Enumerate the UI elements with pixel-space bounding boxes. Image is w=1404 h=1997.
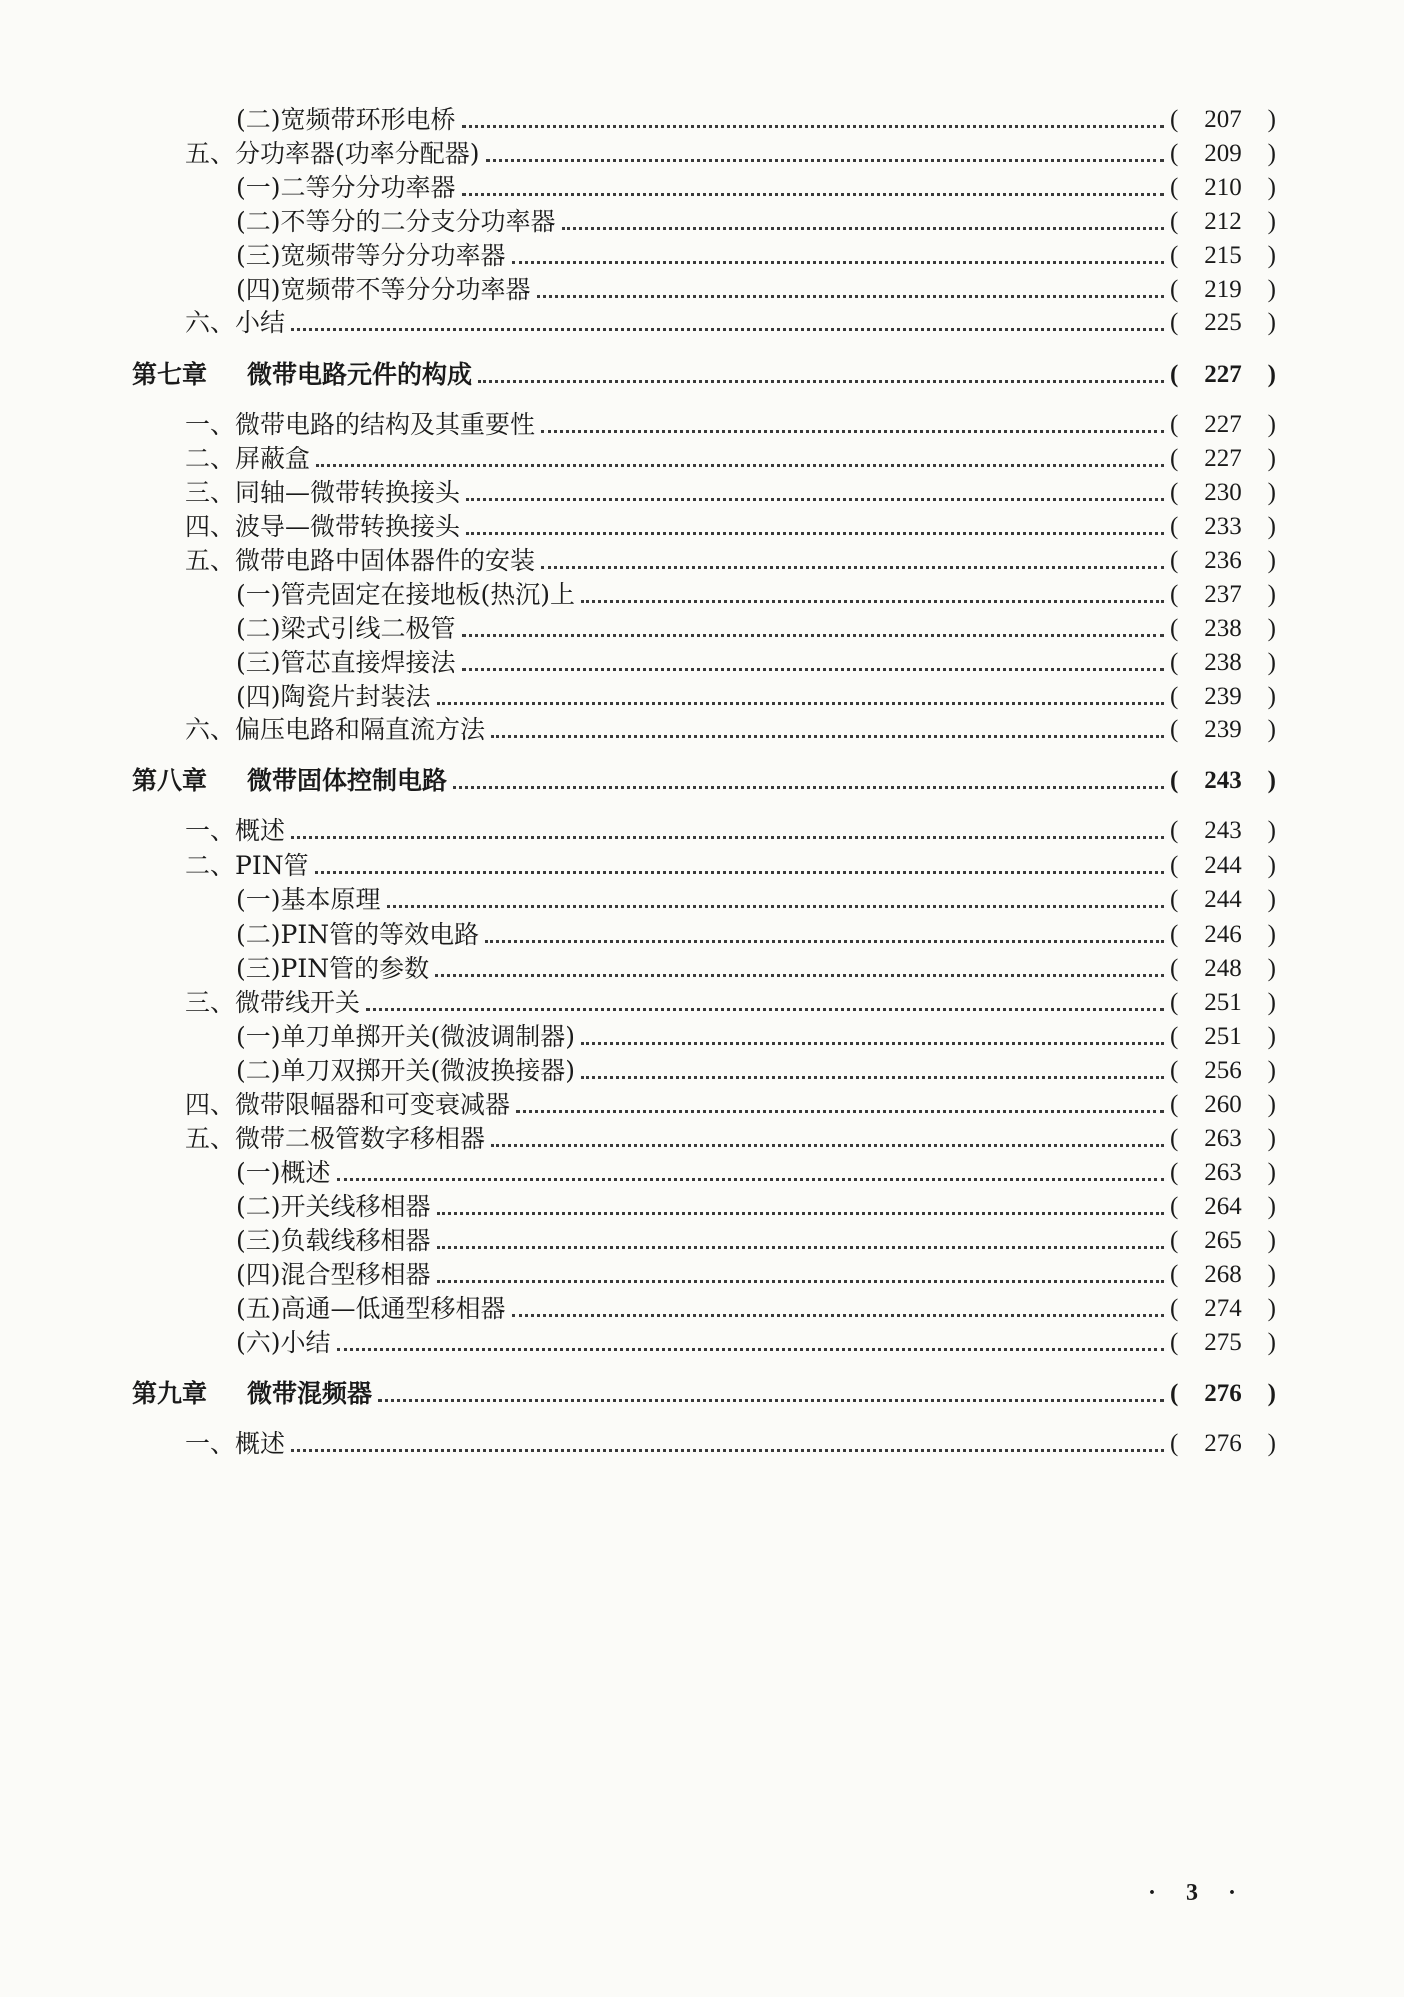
- dot-leader: [337, 1178, 1164, 1181]
- entry-title: 屏蔽盒: [235, 444, 311, 473]
- page-number: · 3 ·: [1148, 1880, 1249, 1906]
- page-ref: ( 256 ): [1170, 1051, 1276, 1091]
- entry-title: 微带固体控制电路: [247, 766, 448, 795]
- dot-leader: [435, 974, 1164, 977]
- entry-page-number: 251: [1204, 989, 1242, 1016]
- entry-page-number: 246: [1204, 921, 1242, 948]
- entry-title: 微带二极管数字移相器: [235, 1124, 486, 1153]
- page-ref: ( 227 ): [1170, 439, 1276, 479]
- page-ref: ( 275 ): [1170, 1323, 1276, 1363]
- page-ref: ( 212 ): [1170, 202, 1276, 242]
- dot-leader: [466, 498, 1164, 501]
- dot-leader: [337, 1348, 1164, 1351]
- entry-page-number: 212: [1204, 208, 1242, 235]
- page-ref: ( 263 ): [1170, 1153, 1276, 1193]
- dot-leader: [437, 702, 1164, 705]
- entry-page-number: 219: [1204, 276, 1242, 303]
- page-ref: ( 227 ): [1170, 405, 1276, 445]
- entry-page-number: 263: [1204, 1159, 1242, 1186]
- page-ref: ( 264 ): [1170, 1187, 1276, 1227]
- dot-leader: [512, 261, 1164, 264]
- entry-title: 小结: [235, 308, 286, 337]
- entry-title: (二)单刀双掷开关(微波换接器): [236, 1056, 576, 1085]
- dot-leader: [387, 905, 1164, 908]
- dot-leader: [541, 430, 1164, 433]
- entry-page-number: 215: [1204, 242, 1242, 269]
- entry-title: (四)陶瓷片封装法: [236, 682, 431, 711]
- section-number: 三、: [185, 478, 236, 507]
- toc-section-entry: [185, 811, 1276, 851]
- entry-page-number: 230: [1204, 479, 1242, 506]
- dot-leader: [562, 227, 1164, 230]
- dot-leader: [291, 836, 1164, 839]
- entry-title: 偏压电路和隔直流方法: [235, 715, 486, 744]
- section-number: 一、: [185, 1429, 236, 1458]
- chapter-number: 第七章: [132, 360, 208, 389]
- toc-chapter-entry: [132, 761, 1276, 801]
- section-number: 五、: [185, 546, 236, 575]
- entry-page-number: 237: [1204, 581, 1242, 608]
- section-number: 二、: [185, 444, 236, 473]
- entry-title: 微带限幅器和可变衰减器: [235, 1090, 511, 1119]
- entry-page-number: 227: [1204, 361, 1242, 388]
- entry-title: (三)宽频带等分分功率器: [236, 241, 506, 270]
- entry-title: 微带线开关: [235, 988, 361, 1017]
- entry-page-number: 275: [1204, 1329, 1242, 1356]
- entry-title: 微带电路的结构及其重要性: [235, 410, 536, 439]
- page-ref: ( 251 ): [1170, 1017, 1276, 1057]
- dot-leader: [315, 871, 1164, 874]
- page-ref: ( 233 ): [1170, 507, 1276, 547]
- chapter-number: 第八章: [132, 766, 208, 795]
- entry-title: 微带混频器: [247, 1379, 373, 1408]
- entry-page-number: 244: [1204, 886, 1242, 913]
- dot-leader: [512, 1314, 1164, 1317]
- page-ref: ( 207 ): [1170, 100, 1276, 140]
- entry-title: (三)管芯直接焊接法: [236, 648, 456, 677]
- dot-leader: [581, 1042, 1164, 1045]
- page-ref: ( 215 ): [1170, 236, 1276, 276]
- page-ref: ( 246 ): [1170, 915, 1276, 955]
- section-number: 五、: [185, 1124, 236, 1153]
- entry-title: (二)宽频带环形电桥: [236, 105, 456, 134]
- entry-page-number: 239: [1204, 683, 1242, 710]
- entry-title: (二)不等分的二分支分功率器: [236, 207, 556, 236]
- entry-page-number: 244: [1204, 852, 1242, 879]
- dot-leader: [462, 634, 1164, 637]
- page-ref: ( 276 ): [1170, 1424, 1276, 1464]
- dot-leader: [378, 1399, 1164, 1402]
- entry-page-number: 265: [1204, 1227, 1242, 1254]
- entry-page-number: 276: [1204, 1380, 1242, 1407]
- page-ref: ( 274 ): [1170, 1289, 1276, 1329]
- entry-title: (五)高通—低通型移相器: [236, 1294, 506, 1323]
- entry-title: 微带电路元件的构成: [247, 360, 473, 389]
- entry-title: 同轴—微带转换接头: [235, 478, 461, 507]
- entry-page-number: 268: [1204, 1261, 1242, 1288]
- entry-title: (三)PIN管的参数: [236, 954, 430, 983]
- page-ref: ( 244 ): [1170, 880, 1276, 920]
- section-number: 一、: [185, 816, 236, 845]
- dot-leader: [437, 1212, 1164, 1215]
- entry-title: (二)开关线移相器: [236, 1192, 431, 1221]
- entry-page-number: 276: [1204, 1430, 1242, 1457]
- entry-page-number: 209: [1204, 140, 1242, 167]
- page-ref: ( 260 ): [1170, 1085, 1276, 1125]
- page-ref: ( 236 ): [1170, 541, 1276, 581]
- dot-leader: [453, 786, 1164, 789]
- dot-leader: [437, 1246, 1164, 1249]
- page-ref: ( 244 ): [1170, 846, 1276, 886]
- section-number: 四、: [185, 1090, 236, 1119]
- dot-leader: [462, 193, 1164, 196]
- entry-title: (六)小结: [236, 1328, 331, 1357]
- toc-section-entry: [185, 1424, 1276, 1464]
- toc-chapter-entry: [132, 1374, 1276, 1414]
- entry-title: (二)PIN管的等效电路: [236, 920, 480, 949]
- dot-leader: [316, 464, 1164, 467]
- entry-title: (一)二等分分功率器: [236, 173, 456, 202]
- page-ref: ( 263 ): [1170, 1119, 1276, 1159]
- page-ref: ( 237 ): [1170, 575, 1276, 615]
- section-number: 一、: [185, 410, 236, 439]
- dot-leader: [462, 668, 1164, 671]
- toc-section-entry: [185, 710, 1276, 750]
- entry-page-number: 243: [1204, 817, 1242, 844]
- toc-subsection-entry: [236, 880, 1276, 920]
- page-ref: ( 243 ): [1170, 761, 1276, 801]
- entry-page-number: 210: [1204, 174, 1242, 201]
- dot-leader: [491, 735, 1164, 738]
- page-ref: ( 230 ): [1170, 473, 1276, 513]
- dot-leader: [491, 1144, 1164, 1147]
- entry-page-number: 251: [1204, 1023, 1242, 1050]
- entry-page-number: 207: [1204, 106, 1242, 133]
- page-ref: ( 243 ): [1170, 811, 1276, 851]
- page-ref: ( 248 ): [1170, 949, 1276, 989]
- page-ref: ( 219 ): [1170, 270, 1276, 310]
- dot-leader: [516, 1110, 1164, 1113]
- page-ref: ( 238 ): [1170, 643, 1276, 683]
- entry-title: (一)基本原理: [236, 885, 381, 914]
- toc-subsection-entry: [236, 1323, 1276, 1363]
- entry-page-number: 256: [1204, 1057, 1242, 1084]
- page-ref: ( 265 ): [1170, 1221, 1276, 1261]
- page-ref: ( 210 ): [1170, 168, 1276, 208]
- section-number: 五、: [185, 139, 236, 168]
- dot-leader: [437, 1280, 1164, 1283]
- page-ref: ( 238 ): [1170, 609, 1276, 649]
- page-ref: ( 227 ): [1170, 355, 1276, 395]
- chapter-number: 第九章: [132, 1379, 208, 1408]
- dot-leader: [581, 600, 1164, 603]
- entry-title: (二)梁式引线二极管: [236, 614, 456, 643]
- page-ref: ( 268 ): [1170, 1255, 1276, 1295]
- entry-title: (一)概述: [236, 1158, 331, 1187]
- entry-title: (三)负载线移相器: [236, 1226, 431, 1255]
- entry-title: (四)混合型移相器: [236, 1260, 431, 1289]
- entry-page-number: 243: [1204, 767, 1242, 794]
- entry-title: (四)宽频带不等分分功率器: [236, 275, 531, 304]
- entry-title: 概述: [235, 1429, 286, 1458]
- entry-page-number: 238: [1204, 615, 1242, 642]
- entry-page-number: 236: [1204, 547, 1242, 574]
- dot-leader: [486, 159, 1164, 162]
- section-number: 四、: [185, 512, 236, 541]
- entry-page-number: 238: [1204, 649, 1242, 676]
- page-ref: ( 251 ): [1170, 983, 1276, 1023]
- dot-leader: [462, 125, 1164, 128]
- dot-leader: [366, 1008, 1164, 1011]
- dot-leader: [291, 1449, 1164, 1452]
- entry-title: 微带电路中固体器件的安装: [235, 546, 536, 575]
- entry-page-number: 227: [1204, 445, 1242, 472]
- dot-leader: [581, 1076, 1164, 1079]
- entry-title: PIN管: [235, 851, 309, 880]
- section-number: 二、: [185, 851, 236, 880]
- page-ref: ( 239 ): [1170, 677, 1276, 717]
- dot-leader: [537, 295, 1164, 298]
- entry-title: 概述: [235, 816, 286, 845]
- entry-page-number: 260: [1204, 1091, 1242, 1118]
- toc-section-entry: [185, 303, 1276, 343]
- section-number: 六、: [185, 308, 236, 337]
- dot-leader: [478, 380, 1164, 383]
- entry-title: 分功率器(功率分配器): [235, 139, 480, 168]
- entry-page-number: 239: [1204, 716, 1242, 743]
- section-number: 六、: [185, 715, 236, 744]
- dot-leader: [466, 532, 1164, 535]
- dot-leader: [485, 940, 1164, 943]
- entry-title: (一)单刀单掷开关(微波调制器): [236, 1022, 576, 1051]
- page-ref: ( 276 ): [1170, 1374, 1276, 1414]
- entry-page-number: 233: [1204, 513, 1242, 540]
- toc-chapter-entry: [132, 355, 1276, 395]
- section-number: 三、: [185, 988, 236, 1017]
- entry-page-number: 227: [1204, 411, 1242, 438]
- page-ref: ( 209 ): [1170, 134, 1276, 174]
- entry-title: (一)管壳固定在接地板(热沉)上: [236, 580, 576, 609]
- entry-page-number: 248: [1204, 955, 1242, 982]
- page-ref: ( 239 ): [1170, 710, 1276, 750]
- entry-page-number: 263: [1204, 1125, 1242, 1152]
- entry-page-number: 274: [1204, 1295, 1242, 1322]
- entry-page-number: 264: [1204, 1193, 1242, 1220]
- dot-leader: [541, 566, 1164, 569]
- entry-page-number: 225: [1204, 309, 1242, 336]
- page-ref: ( 225 ): [1170, 303, 1276, 343]
- entry-title: 波导—微带转换接头: [235, 512, 461, 541]
- dot-leader: [291, 328, 1164, 331]
